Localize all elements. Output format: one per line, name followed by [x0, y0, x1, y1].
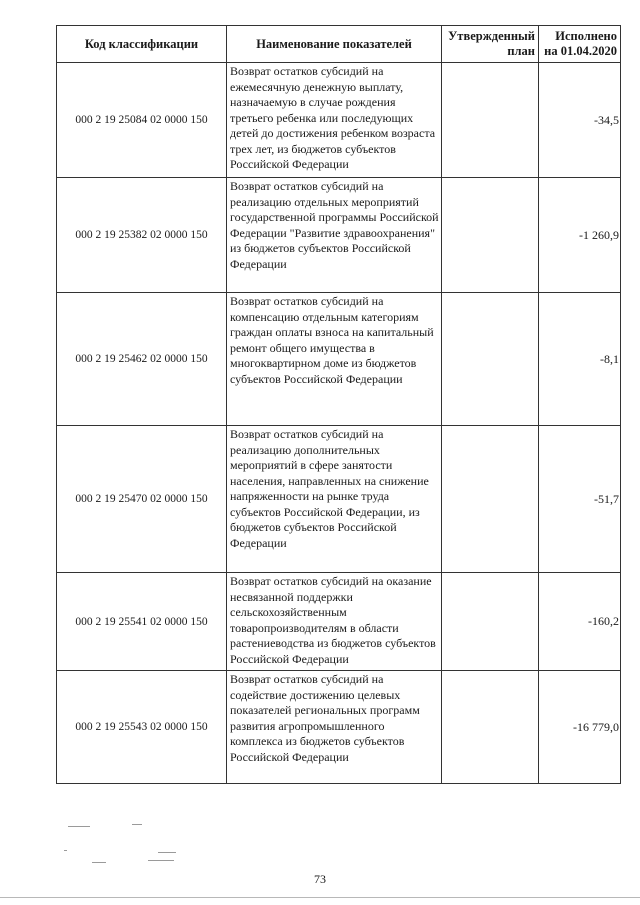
indicator-name-cell: Возврат остатков субсидий на оказание несвязанной поддержки сельскохозяйственным товаропроизводителям в области растениеводства из бюджетов субъектов Российской Федерации — [227, 573, 442, 671]
table-row — [57, 426, 621, 573]
page-number: 73 — [314, 872, 326, 886]
approved-plan-cell — [442, 426, 539, 573]
classification-code-cell: 000 2 19 25382 02 0000 150 — [57, 178, 227, 293]
budget-execution-table — [56, 25, 621, 784]
table-row — [57, 63, 621, 178]
header-executed — [539, 26, 621, 63]
indicator-name-cell: Возврат остатков субсидий на содействие достижению целевых показателей региональных программ развития агропромышленного комплекса из бюджетов субъектов Российской Федерации — [227, 671, 442, 784]
header-executed-line2: на 01.04.2020 — [544, 44, 617, 58]
table-row — [57, 178, 621, 293]
executed-amount-cell: -51,7 — [539, 426, 621, 573]
approved-plan-cell — [442, 671, 539, 784]
header-classification-code: Код классификации — [57, 26, 227, 63]
header-executed-line1: Исполнено — [555, 29, 617, 43]
approved-plan-cell — [442, 178, 539, 293]
classification-code-cell: 000 2 19 25462 02 0000 150 — [57, 293, 227, 426]
classification-code-cell: 000 2 19 25543 02 0000 150 — [57, 671, 227, 784]
table-row — [57, 671, 621, 784]
table-row — [57, 293, 621, 426]
header-approved-plan-line1: Утвержденный — [448, 29, 535, 43]
executed-amount-cell: -1 260,9 — [539, 178, 621, 293]
indicator-name-cell: Возврат остатков субсидий на реализацию отдельных мероприятий государственной программы Российской Федерации "Развитие здравоохранения" из бюджетов субъектов Российской Федерации — [227, 178, 442, 293]
approved-plan-cell — [442, 63, 539, 178]
executed-amount-cell: -16 779,0 — [539, 671, 621, 784]
classification-code-cell: 000 2 19 25470 02 0000 150 — [57, 426, 227, 573]
classification-code-cell: 000 2 19 25084 02 0000 150 — [57, 63, 227, 178]
header-indicator-name: Наименование показателей — [227, 26, 442, 63]
table-header-row — [57, 26, 621, 63]
executed-amount-cell: -160,2 — [539, 573, 621, 671]
table-row — [57, 573, 621, 671]
indicator-name-cell: Возврат остатков субсидий на реализацию дополнительных мероприятий в сфере занятости населения, направленных на снижение напряженности на рынке труда субъектов Российской Федерации, из бюджетов субъектов Российской Федерации — [227, 426, 442, 573]
approved-plan-cell — [442, 573, 539, 671]
executed-amount-cell: -8,1 — [539, 293, 621, 426]
scan-artifacts — [62, 822, 202, 872]
scan-bottom-edge — [0, 897, 640, 898]
executed-amount-cell: -34,5 — [539, 63, 621, 178]
classification-code-cell: 000 2 19 25541 02 0000 150 — [57, 573, 227, 671]
header-approved-plan-line2: план — [507, 44, 535, 58]
approved-plan-cell — [442, 293, 539, 426]
indicator-name-cell: Возврат остатков субсидий на ежемесячную денежную выплату, назначаемую в случае рождения третьего ребенка или последующих детей до достижения ребенком возраста трех лет, из бюджетов субъектов Российской Федерации — [227, 63, 442, 178]
indicator-name-cell: Возврат остатков субсидий на компенсацию отдельным категориям граждан оплаты взноса на капитальный ремонт общего имущества в многоквартирном доме из бюджетов субъектов Российской Федерации — [227, 293, 442, 426]
header-approved-plan — [442, 26, 539, 63]
